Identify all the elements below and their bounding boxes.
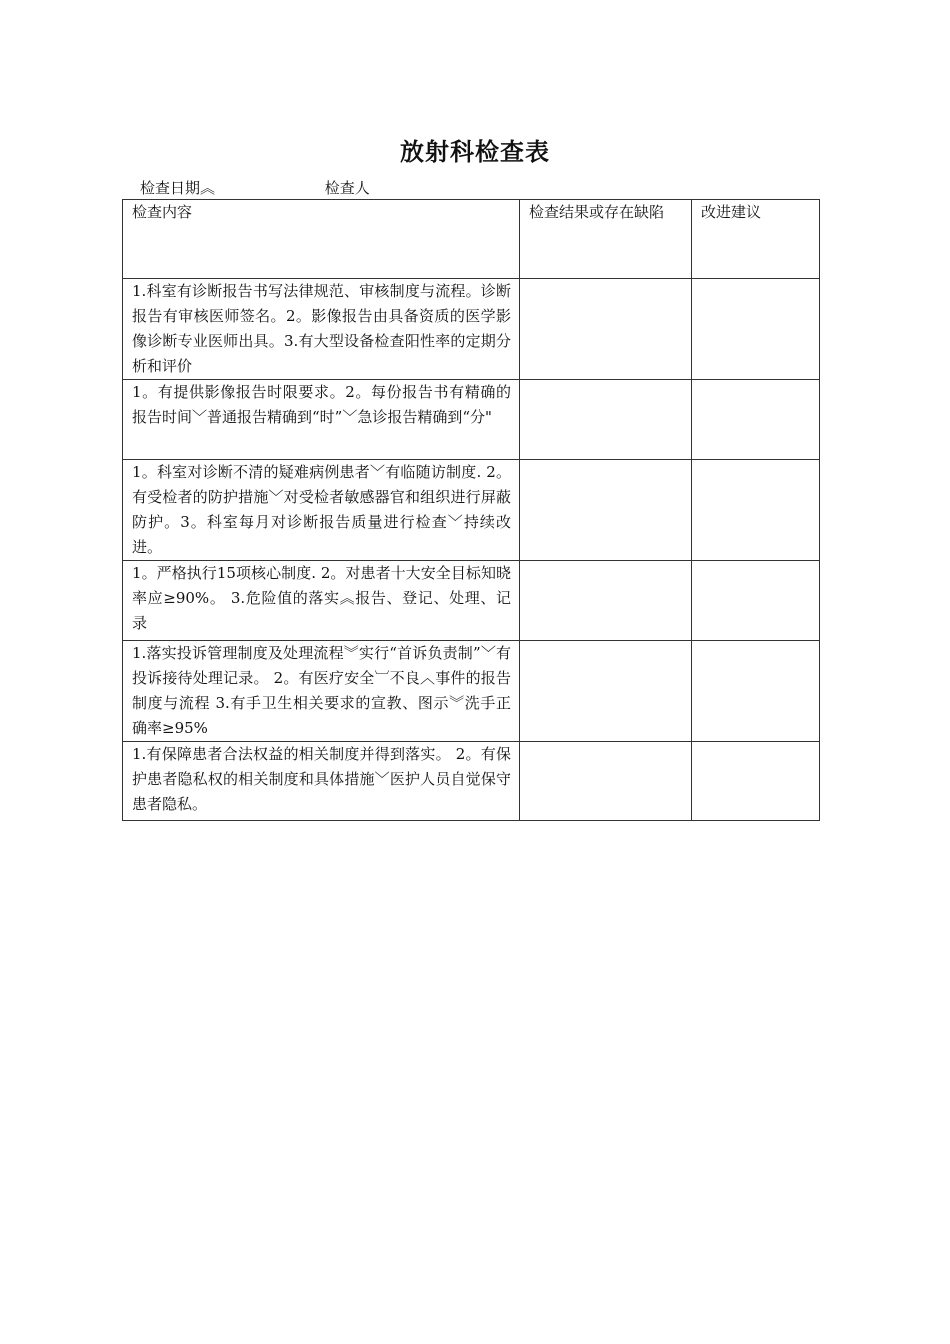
row-content: 1.科室有诊断报告书写法律规范、审核制度与流程。诊断报告有审核医师签名。2。影像报告由具备资质的医学影像诊断专业医师出具。3.有大型设备检查阳性率的定期分析和评价 — [123, 279, 520, 380]
row-result — [520, 380, 692, 460]
inspector-label: 检查人 — [324, 179, 370, 197]
row-suggestion — [692, 742, 820, 821]
header-result: 检查结果或存在缺陷 — [520, 200, 692, 279]
inspection-table — [122, 199, 820, 821]
row-content: 1.落实投诉管理制度及处理流程︾实行“首诉负责制”﹀有投诉接待处理记录。 2。有医疗安全︺不良︿事件的报告制度与流程 3.有手卫生相关要求的宣教、图示︾洗手正确率≥95% — [123, 641, 520, 742]
table-row — [123, 742, 820, 821]
row-content: 1。科室对诊断不清的疑难病例患者﹀有临随访制度. 2。有受检者的防护措施﹀对受检者敏感器官和组织进行屏蔽防护。3。科室每月对诊断报告质量进行检查﹀持续改进。 — [123, 460, 520, 561]
table-row — [123, 380, 820, 460]
row-content: 1。严格执行15项核心制度. 2。对患者十大安全目标知晓率应≥90%。 3.危险值的落实︽报告、登记、处理、记录 — [123, 561, 520, 641]
row-content: 1.有保障患者合法权益的相关制度并得到落实。 2。有保护患者隐私权的相关制度和具体措施﹀医护人员自觉保守患者隐私。 — [123, 742, 520, 821]
table-row — [123, 561, 820, 641]
row-suggestion — [692, 279, 820, 380]
row-suggestion — [692, 380, 820, 460]
inspection-date-label: 检查日期︽ — [140, 179, 216, 197]
meta-line — [140, 177, 370, 198]
header-content: 检查内容 — [123, 200, 520, 279]
row-suggestion — [692, 561, 820, 641]
table-row — [123, 279, 820, 380]
row-result — [520, 561, 692, 641]
table-row — [123, 460, 820, 561]
row-content: 1。有提供影像报告时限要求。2。每份报告书有精确的报告时间﹀普通报告精确到“时”﹀急诊报告精确到“分" — [123, 380, 520, 460]
header-suggestion: 改进建议 — [692, 200, 820, 279]
row-result — [520, 279, 692, 380]
row-suggestion — [692, 460, 820, 561]
page-title: 放射科检查表 — [400, 137, 550, 166]
table-header-row — [123, 200, 820, 279]
row-suggestion — [692, 641, 820, 742]
row-result — [520, 742, 692, 821]
row-result — [520, 460, 692, 561]
row-result — [520, 641, 692, 742]
table-row — [123, 641, 820, 742]
